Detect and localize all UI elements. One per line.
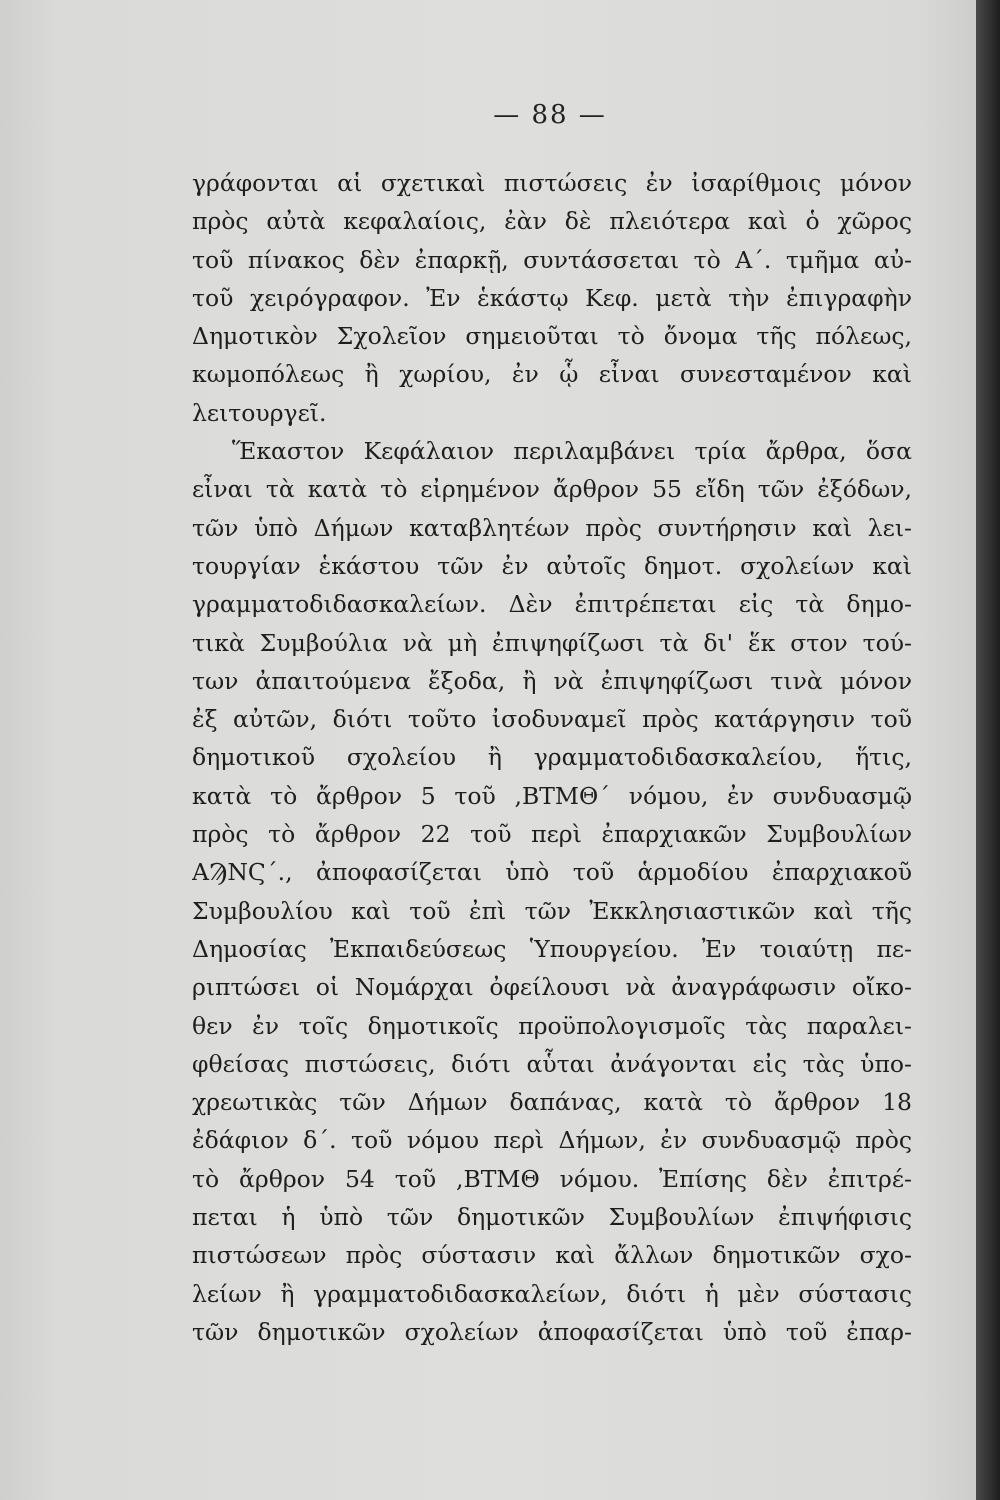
text-line: λείων ἢ γραμματοδιδασκαλείων, διότι ἡ μὲν σύστασις bbox=[192, 1279, 912, 1308]
text-line: δημοτικοῦ σχολείου ἢ γραμματοδιδασκαλείου, ἥτις, bbox=[192, 743, 912, 772]
text-line: Δημοσίας Ἐκπαιδεύσεως Ὑπουργείου. Ἐν τοιαύτῃ πε- bbox=[192, 934, 912, 963]
text-line: τῶν δημοτικῶν σχολείων ἀποφασίζεται ὑπὸ τοῦ ἐπαρ- bbox=[192, 1317, 912, 1346]
text-line: Ἕκαστον Κεφάλαιον περιλαμβάνει τρία ἄρθρα, ὅσα bbox=[232, 437, 912, 466]
text-line: γράφονται αἱ σχετικαὶ πιστώσεις ἐν ἰσαρίθμοις μόνον bbox=[192, 169, 912, 197]
text-line: λειτουργεῖ. bbox=[192, 398, 327, 427]
text-line: ἐξ αὐτῶν, διότι τοῦτο ἰσοδυναμεῖ πρὸς κατάργησιν τοῦ bbox=[192, 705, 912, 734]
text-line: πεται ἡ ὑπὸ τῶν δημοτικῶν Συμβουλίων ἐπιψήφισις bbox=[192, 1203, 912, 1232]
text-line: Συμβουλίου καὶ τοῦ ἐπὶ τῶν Ἐκκλησιαστικῶν καὶ τῆς bbox=[192, 896, 912, 925]
text-line: ΑϠΝϚ΄., ἀποφασίζεται ὑπὸ τοῦ ἁρμοδίου ἐπαρχιακοῦ bbox=[192, 858, 912, 887]
text-line: των ἀπαιτούμενα ἔξοδα, ἢ νὰ ἐπιψηφίζωσι τινὰ μόνον bbox=[192, 666, 912, 695]
text-line: τὸ ἄρθρον 54 τοῦ ,ΒΤΜΘ νόμου. Ἐπίσης δὲν ἐπιτρέ- bbox=[192, 1164, 912, 1193]
text-line: θεν ἐν τοῖς δημοτικοῖς προϋπολογισμοῖς τὰς παραλει- bbox=[192, 1011, 912, 1040]
text-line: κωμοπόλεως ἢ χωρίου, ἐν ᾧ εἶναι συνεσταμένον καὶ bbox=[192, 360, 912, 389]
text-line: τικὰ Συμβούλια νὰ μὴ ἐπιψηφίζωσι τὰ δι' ἕκ στον τού- bbox=[192, 628, 912, 657]
text-line: πρὸς τὸ ἄρθρον 22 τοῦ περὶ ἐπαρχιακῶν Συμβουλίων bbox=[192, 820, 912, 849]
page-number: — 88 — bbox=[493, 100, 607, 130]
text-line: Δημοτικὸν Σχολεῖον σημειοῦται τὸ ὄνομα τῆς πόλεως, bbox=[192, 322, 912, 351]
body-text bbox=[192, 164, 912, 1351]
text-line: πιστώσεων πρὸς σύστασιν καὶ ἄλλων δημοτικῶν σχο- bbox=[192, 1241, 912, 1270]
text-line: τουργίαν ἑκάστου τῶν ἐν αὐτοῖς δημοτ. σχολείων καὶ bbox=[192, 551, 912, 580]
text-line: γραμματοδιδασκαλείων. Δὲν ἐπιτρέπεται εἰς τὰ δημο- bbox=[192, 590, 912, 619]
text-line: πρὸς αὐτὰ κεφαλαίοις, ἐὰν δὲ πλειότερα καὶ ὁ χῶρος bbox=[192, 207, 912, 236]
text-line: εἶναι τὰ κατὰ τὸ εἰρημένον ἄρθρον 55 εἴδη τῶν ἐξόδων, bbox=[192, 475, 912, 504]
text-line: ριπτώσει οἱ Νομάρχαι ὀφείλουσι νὰ ἀναγράφωσιν οἴκο- bbox=[192, 973, 912, 1002]
text-line: κατὰ τὸ ἄρθρον 5 τοῦ ,ΒΤΜΘ΄ νόμου, ἐν συνδυασμῷ bbox=[192, 781, 912, 810]
text-line: τῶν ὑπὸ Δήμων καταβλητέων πρὸς συντήρησιν καὶ λει- bbox=[192, 513, 912, 542]
text-line: τοῦ χειρόγραφον. Ἐν ἑκάστῳ Κεφ. μετὰ τὴν ἐπιγραφὴν bbox=[192, 283, 912, 312]
text-line: τοῦ πίνακος δὲν ἐπαρκῇ, συντάσσεται τὸ Α΄. τμῆμα αὐ- bbox=[192, 245, 912, 274]
text-line: ἐδάφιον δ΄. τοῦ νόμου περὶ Δήμων, ἐν συνδυασμῷ πρὸς bbox=[192, 1126, 912, 1155]
book-spine-shadow bbox=[976, 0, 1000, 1500]
text-line: φθείσας πιστώσεις, διότι αὗται ἀνάγονται εἰς τὰς ὑπο- bbox=[192, 1049, 912, 1078]
text-line: χρεωτικὰς τῶν Δήμων δαπάνας, κατὰ τὸ ἄρθρον 18 bbox=[192, 1088, 912, 1117]
